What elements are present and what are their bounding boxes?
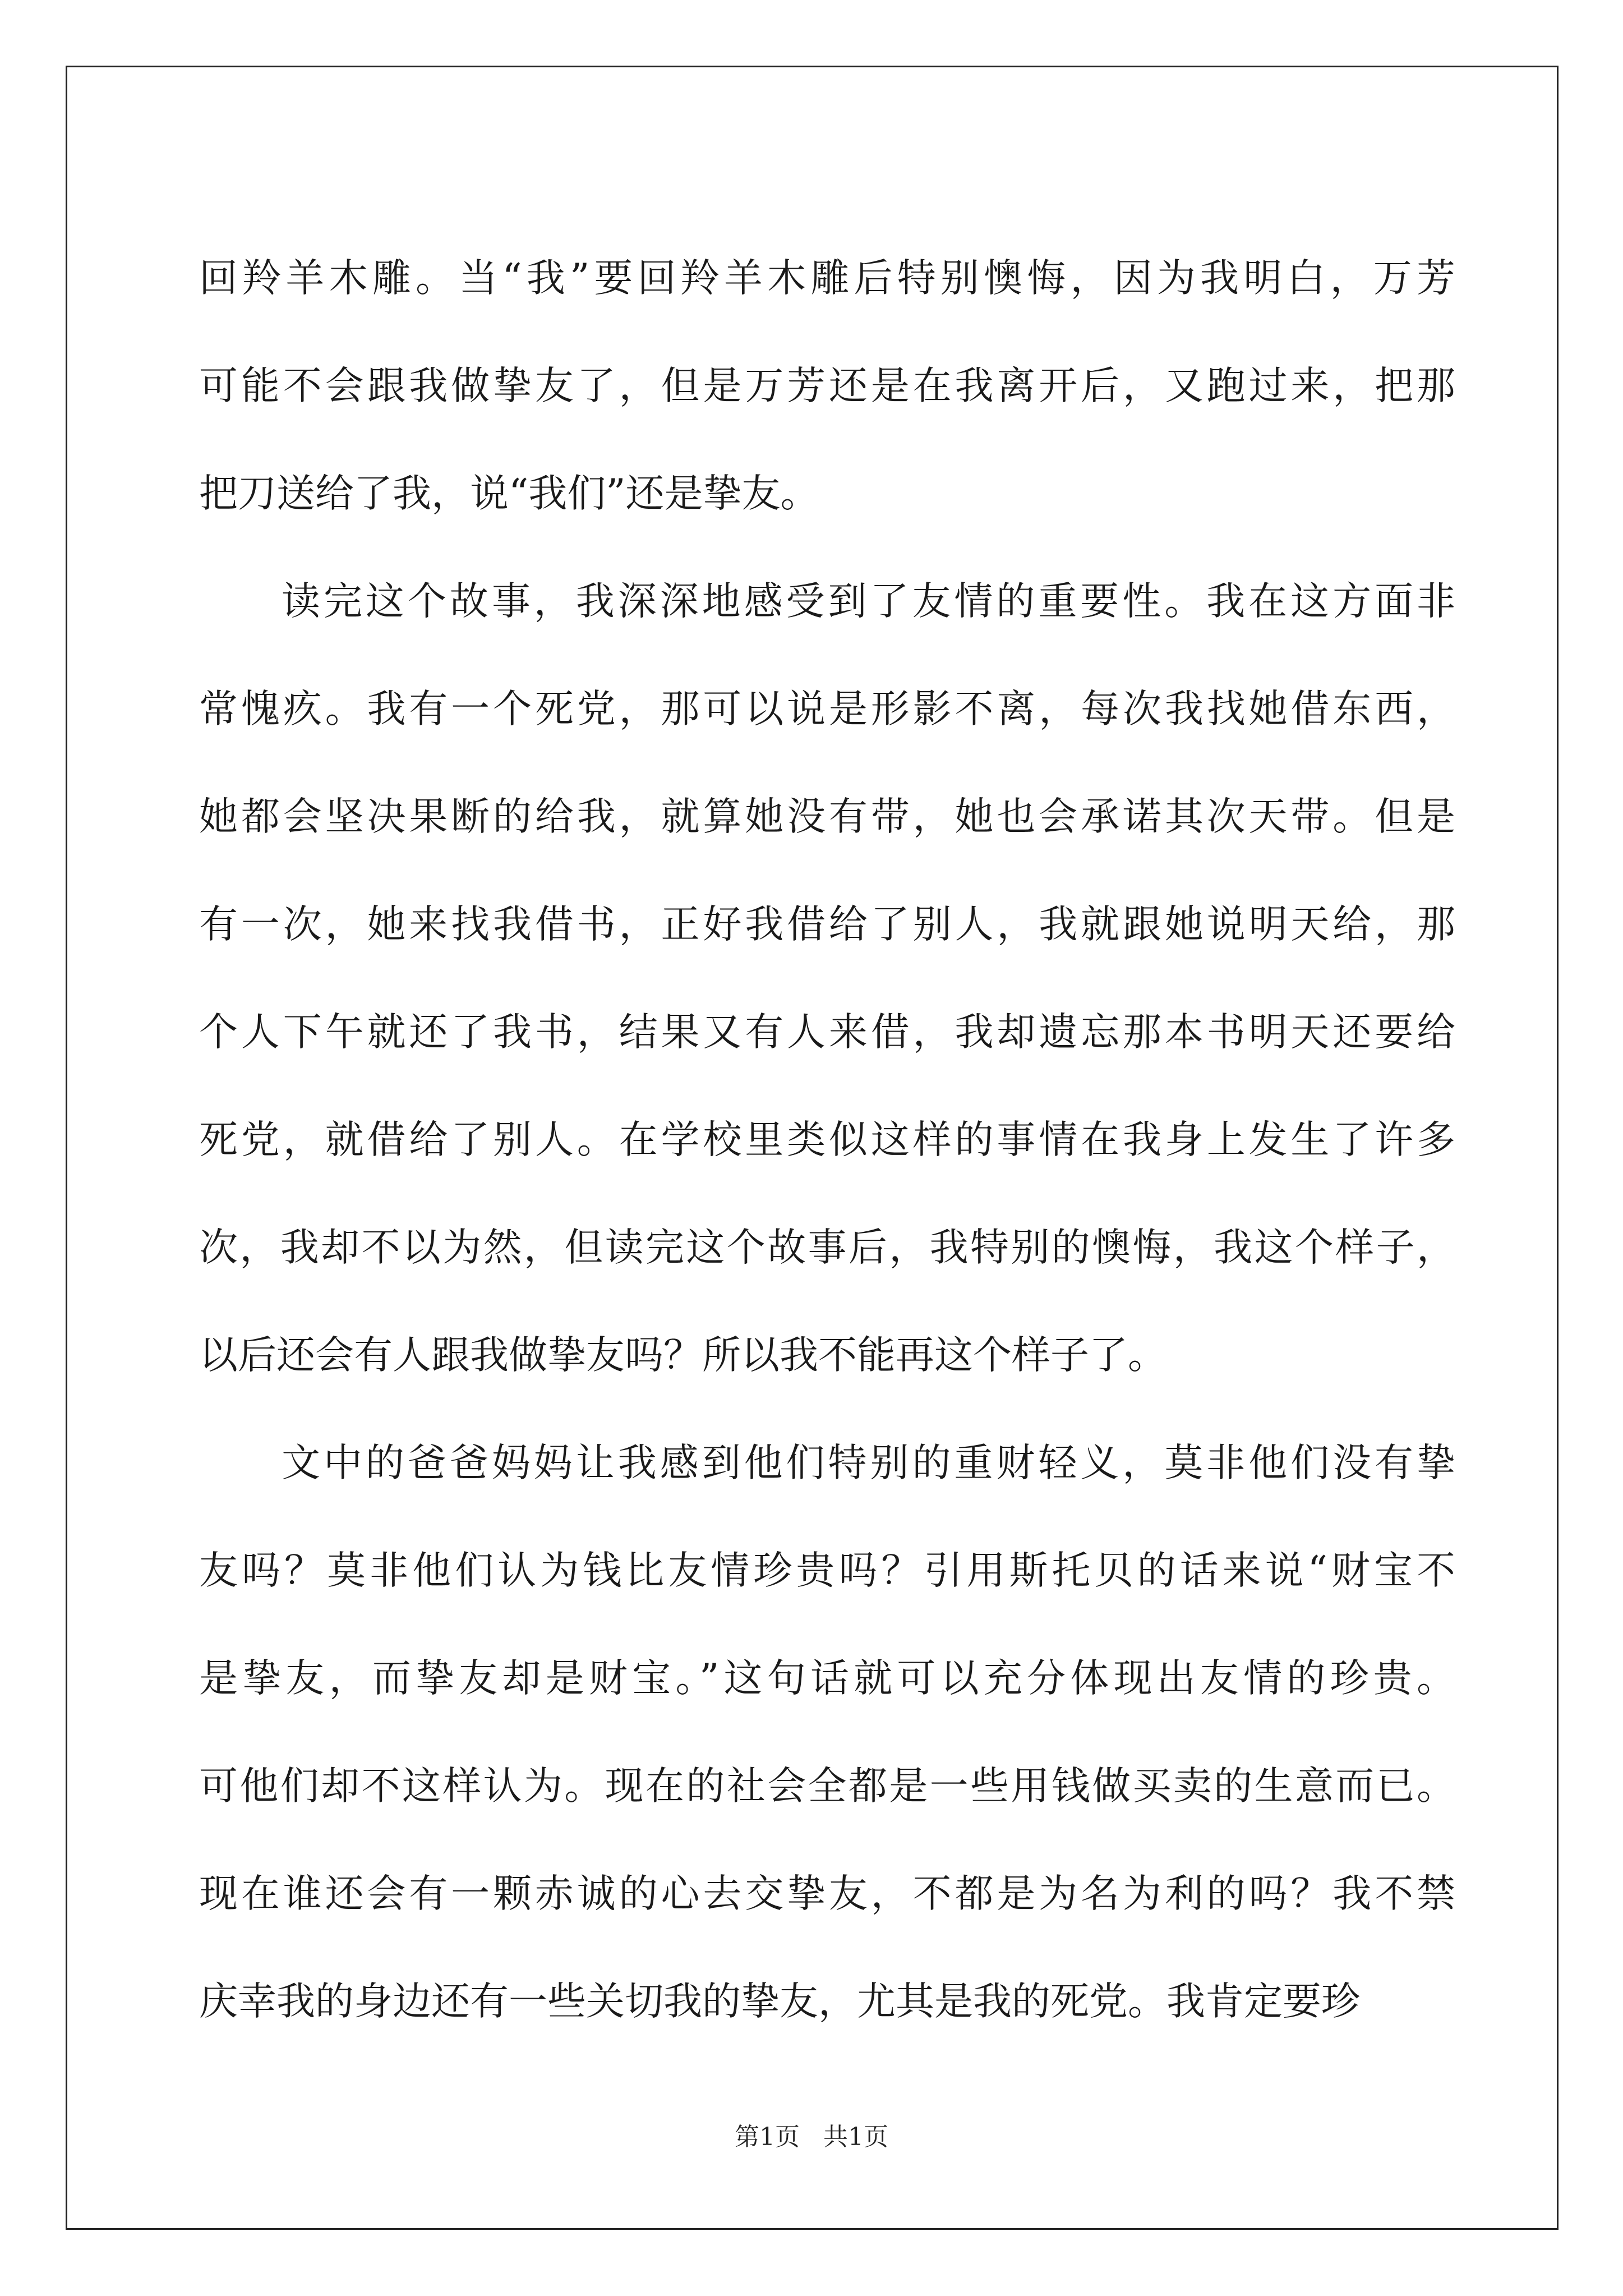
text-line: 把刀送给了我，说“我们”还是挚友。 [199, 471, 819, 516]
text-line: 庆幸我的身边还有一些关切我的挚友，尤其是我的死党。我肯定要珍 [199, 1979, 1360, 2024]
text-line: 现在谁还会有一颗赤诚的心去交挚友，不都是为名为利的吗？我不禁 [199, 1871, 1455, 1916]
text-line: 回羚羊木雕。当“我”要回羚羊木雕后特别懊悔，因为我明白，万芳 [199, 256, 1455, 301]
page-total: 共1页 [823, 2123, 888, 2151]
text-line: 死党，就借给了别人。在学校里类似这样的事情在我身上发生了许多 [199, 1117, 1455, 1162]
text-line: 友吗？莫非他们认为钱比友情珍贵吗？引用斯托贝的话来说“财宝不 [199, 1548, 1455, 1593]
document-body [199, 224, 1455, 2055]
text-line: 文中的爸爸妈妈让我感到他们特别的重财轻义，莫非他们没有挚 [282, 1441, 1455, 1485]
paragraph [199, 547, 1455, 1409]
text-line: 个人下午就还了我书，结果又有人来借，我却遗忘那本书明天还要给 [199, 1010, 1455, 1055]
page-number: 第1页 [735, 2123, 800, 2151]
paragraph [199, 1409, 1455, 2055]
text-line: 次，我却不以为然，但读完这个故事后，我特别的懊悔，我这个样子， [199, 1225, 1455, 1270]
text-line: 她都会坚决果断的给我，就算她没有带，她也会承诺其次天带。但是 [199, 794, 1455, 839]
text-line: 以后还会有人跟我做挚友吗？所以我不能再这个样子了。 [199, 1333, 1166, 1378]
text-line: 常愧疚。我有一个死党，那可以说是形影不离，每次我找她借东西， [199, 687, 1455, 731]
text-line: 读完这个故事，我深深地感受到了友情的重要性。我在这方面非 [282, 579, 1455, 624]
text-line: 有一次，她来找我借书，正好我借给了别人，我就跟她说明天给，那 [199, 902, 1455, 947]
page-footer [0, 2120, 1623, 2154]
paragraph [199, 224, 1455, 547]
text-line: 是挚友，而挚友却是财宝。”这句话就可以充分体现出友情的珍贵。 [199, 1656, 1455, 1701]
text-line: 可他们却不这样认为。现在的社会全都是一些用钱做买卖的生意而已。 [199, 1764, 1455, 1809]
text-line: 可能不会跟我做挚友了，但是万芳还是在我离开后，又跑过来，把那 [199, 364, 1455, 408]
